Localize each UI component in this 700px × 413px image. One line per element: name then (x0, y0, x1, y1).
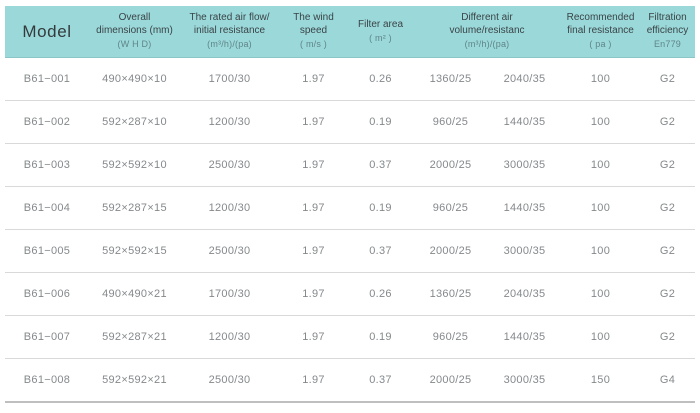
table-row (5, 273, 695, 316)
finalresistance-cell: 100 (590, 202, 611, 214)
airvolume2-cell: 1440/35 (503, 202, 546, 214)
header-line: initial resistance (193, 24, 266, 36)
dimensions-cell: 592×592×10 (102, 159, 167, 171)
airvolume2-cell: 1440/35 (503, 331, 546, 343)
header-filter-area (348, 19, 413, 45)
finalresistance-cell: 100 (590, 245, 611, 257)
model-cell: B61−003 (23, 159, 71, 171)
header-line: Recommended (566, 12, 635, 24)
filterarea-cell: 0.37 (369, 159, 392, 171)
header-unit: (W H D) (117, 39, 152, 50)
model-cell: B61−007 (23, 331, 71, 343)
table-row (5, 359, 695, 403)
table-header (5, 6, 695, 58)
finalresistance-cell: 150 (590, 374, 611, 386)
model-cell: B61−008 (23, 374, 71, 386)
header-line: Filtration (648, 12, 687, 24)
airvolume1-cell: 960/25 (432, 116, 469, 128)
table-row (5, 230, 695, 273)
efficiency-cell: G2 (659, 116, 676, 128)
filterarea-cell: 0.37 (369, 245, 392, 257)
dimensions-cell: 592×287×15 (102, 202, 167, 214)
dimensions-cell: 592×592×15 (102, 245, 167, 257)
finalresistance-cell: 100 (590, 116, 611, 128)
efficiency-cell: G2 (659, 202, 676, 214)
filterarea-cell: 0.19 (369, 331, 392, 343)
filterarea-cell: 0.37 (369, 374, 392, 386)
efficiency-cell: G2 (659, 73, 676, 85)
header-line: final resistance (567, 24, 634, 36)
dimensions-cell: 592×287×10 (102, 116, 167, 128)
airvolume2-cell: 2040/35 (503, 73, 546, 85)
airvolume1-cell: 960/25 (432, 202, 469, 214)
airflow-cell: 1200/30 (208, 202, 251, 214)
filterarea-cell: 0.19 (369, 116, 392, 128)
airflow-cell: 1200/30 (208, 331, 251, 343)
finalresistance-cell: 100 (590, 159, 611, 171)
filterarea-cell: 0.19 (369, 202, 392, 214)
windspeed-cell: 1.97 (302, 73, 325, 85)
windspeed-cell: 1.97 (302, 288, 325, 300)
header-overall-dimensions (89, 12, 180, 50)
airvolume1-cell: 2000/25 (429, 159, 472, 171)
dimensions-cell: 490×490×10 (102, 73, 167, 85)
airflow-cell: 2500/30 (208, 245, 251, 257)
efficiency-cell: G2 (659, 159, 676, 171)
filterarea-cell: 0.26 (369, 73, 392, 85)
airvolume2-cell: 2040/35 (503, 288, 546, 300)
header-line: Overall (118, 12, 151, 24)
windspeed-cell: 1.97 (302, 374, 325, 386)
model-cell: B61−006 (23, 288, 71, 300)
airvolume2-cell: 3000/35 (503, 245, 546, 257)
header-rated-airflow (180, 12, 279, 50)
efficiency-cell: G4 (659, 374, 676, 386)
header-line: volume/resistanc (449, 24, 525, 36)
airflow-cell: 1700/30 (208, 73, 251, 85)
header-line: The wind speed (293, 12, 334, 36)
header-filtration-efficiency (640, 12, 695, 50)
model-cell: B61−002 (23, 116, 71, 128)
header-unit: ( m² ) (369, 33, 392, 44)
airvolume1-cell: 1360/25 (429, 288, 472, 300)
airvolume2-cell: 3000/35 (503, 374, 546, 386)
header-unit: En779 (653, 39, 682, 50)
header-different-air-volume (413, 12, 561, 50)
efficiency-cell: G2 (659, 331, 676, 343)
airvolume1-cell: 2000/25 (429, 374, 472, 386)
header-model-label: Model (22, 21, 72, 41)
efficiency-cell: G2 (659, 288, 676, 300)
header-line: efficiency (646, 24, 689, 36)
finalresistance-cell: 100 (590, 331, 611, 343)
windspeed-cell: 1.97 (302, 159, 325, 171)
windspeed-cell: 1.97 (302, 202, 325, 214)
header-unit: ( pa ) (589, 39, 612, 50)
dimensions-cell: 490×490×21 (102, 288, 167, 300)
airflow-cell: 2500/30 (208, 159, 251, 171)
windspeed-cell: 1.97 (302, 245, 325, 257)
model-cell: B61−005 (23, 245, 71, 257)
finalresistance-cell: 100 (590, 73, 611, 85)
airvolume2-cell: 1440/35 (503, 116, 546, 128)
dimensions-cell: 592×287×21 (102, 331, 167, 343)
header-line: Filter area (357, 18, 403, 30)
model-cell: B61−004 (23, 202, 71, 214)
airvolume1-cell: 2000/25 (429, 245, 472, 257)
header-line: dimensions (mm) (96, 24, 173, 36)
table-row (5, 316, 695, 359)
airflow-cell: 1700/30 (208, 288, 251, 300)
filterarea-cell: 0.26 (369, 288, 392, 300)
dimensions-cell: 592×592×21 (102, 374, 167, 386)
table-row (5, 58, 695, 101)
efficiency-cell: G2 (659, 245, 676, 257)
header-wind-speed (279, 12, 348, 50)
airflow-cell: 1200/30 (208, 116, 251, 128)
header-recommended-final-resistance (561, 12, 640, 50)
header-model (5, 21, 89, 42)
header-unit: (m³/h)/(pa) (464, 39, 510, 50)
table-row (5, 144, 695, 187)
header-unit: ( m/s ) (300, 39, 327, 50)
header-line: Different air (461, 12, 513, 24)
windspeed-cell: 1.97 (302, 116, 325, 128)
airflow-cell: 2500/30 (208, 374, 251, 386)
airvolume1-cell: 1360/25 (429, 73, 472, 85)
finalresistance-cell: 100 (590, 288, 611, 300)
table-row (5, 101, 695, 144)
airvolume1-cell: 960/25 (432, 331, 469, 343)
header-unit: (m³/h)/(pa) (207, 39, 252, 50)
table-row (5, 187, 695, 230)
header-line: The rated air flow/ (189, 12, 270, 24)
model-cell: B61−001 (23, 73, 71, 85)
windspeed-cell: 1.97 (302, 331, 325, 343)
airvolume2-cell: 3000/35 (503, 159, 546, 171)
